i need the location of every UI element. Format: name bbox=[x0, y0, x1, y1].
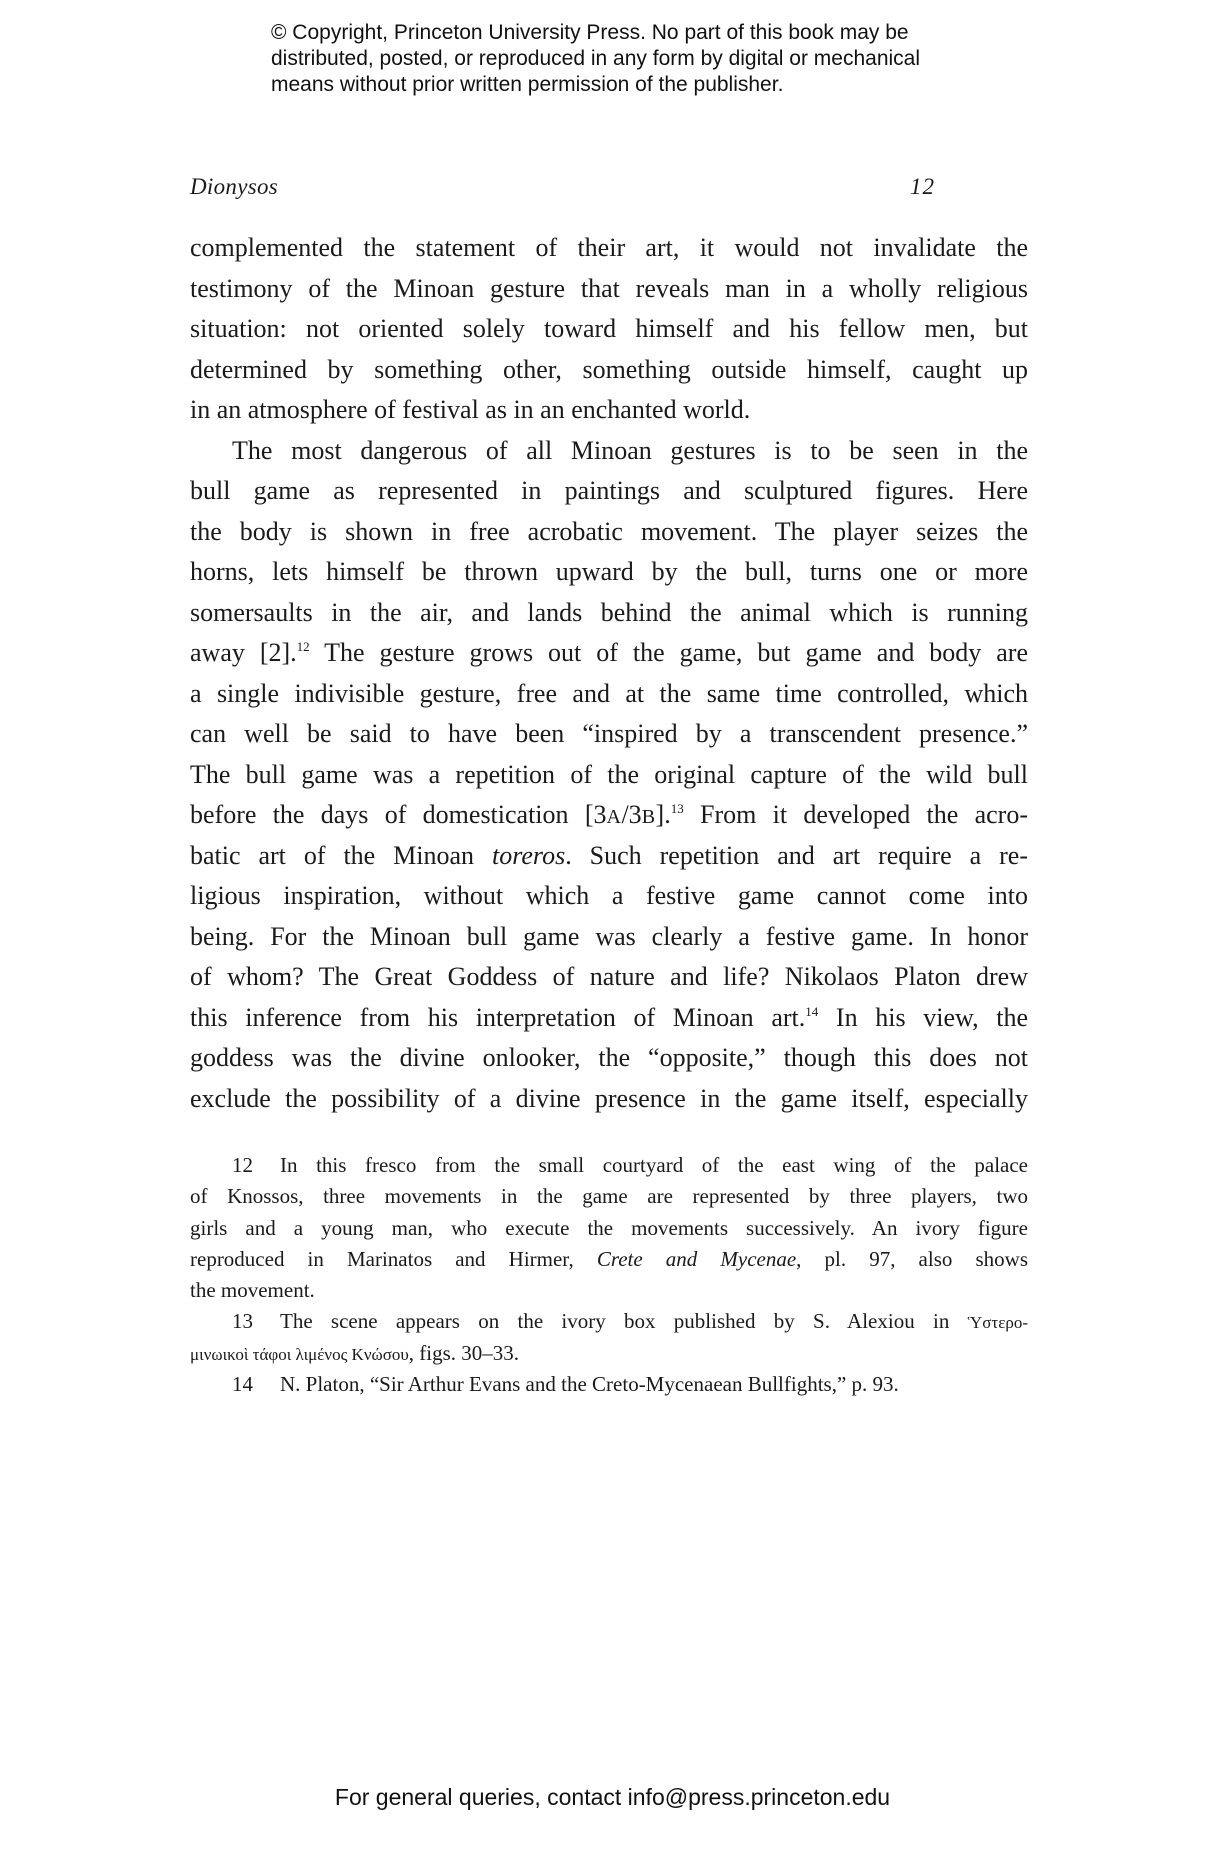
footnote-line bbox=[190, 1150, 1028, 1181]
text-line: bull game as represented in paintings and sculptured figures. Here bbox=[190, 476, 1028, 505]
footnote-line bbox=[190, 1306, 1028, 1337]
text-line: somersaults in the air, and lands behind the animal which is running bbox=[190, 597, 1028, 627]
greek-title: μινωικοὶ τάφοι λιμένος Κνώσου bbox=[190, 1344, 409, 1364]
text-segment: away [2]. bbox=[190, 638, 297, 667]
greek-title: Ὑστερο- bbox=[967, 1313, 1028, 1333]
text-segment: N. Platon, “Sir Arthur Evans and the Creto-Mycenaean Bullfights,” p. 93. bbox=[280, 1372, 899, 1397]
text-segment: this inference from his interpretation of Minoan art. bbox=[190, 1002, 806, 1032]
text-line bbox=[190, 836, 1028, 877]
footnote-number: 12 bbox=[232, 1153, 253, 1177]
text-line: goddess was the divine onlooker, the “opposite,” though this does not bbox=[190, 1043, 1028, 1072]
footer-contact: For general queries, contact info@press.princeton.edu bbox=[334, 1784, 891, 1810]
footnote-ref[interactable]: 12 bbox=[296, 639, 310, 654]
text-line: complemented the statement of their art, it would not invalidate the bbox=[190, 233, 1028, 262]
text-line bbox=[190, 633, 1028, 674]
footnote-line bbox=[190, 1369, 1028, 1400]
text-line: of whom? The Great Goddess of nature and life? Nikolaos Platon drew bbox=[190, 962, 1028, 991]
text-line: The bull game was a repetition of the original capture of the wild bull bbox=[190, 759, 1028, 789]
text-line: testimony of the Minoan gesture that reveals man in a wholly religious bbox=[190, 273, 1028, 303]
italic-title: Crete and Mycenae bbox=[596, 1246, 797, 1271]
text-line: in an atmosphere of festival as in an enchanted world. bbox=[190, 395, 751, 424]
text-line: a single indivisible gesture, free and at the same time controlled, which bbox=[190, 678, 1028, 708]
text-line: the body is shown in free acrobatic movement. The player seizes the bbox=[190, 516, 1028, 546]
footnote-line bbox=[190, 1244, 1028, 1275]
text-segment: reproduced in Marinatos and Hirmer, bbox=[190, 1246, 597, 1271]
footnote-line: of Knossos, three movements in the game are represented by three players, two bbox=[190, 1184, 1028, 1209]
footnotes bbox=[190, 1150, 1028, 1400]
main-text bbox=[190, 228, 1028, 1119]
text-line: determined by something other, something outside himself, caught up bbox=[190, 354, 1028, 384]
text-line: The most dangerous of all Minoan gestures is to be seen in the bbox=[232, 435, 1028, 465]
text-line bbox=[190, 795, 1028, 836]
small-caps: B bbox=[641, 806, 656, 828]
copyright-notice bbox=[271, 20, 991, 98]
footnote-ref[interactable]: 14 bbox=[805, 1003, 819, 1019]
text-segment: before the days of domestication [3 bbox=[190, 800, 607, 829]
text-line: can well be said to have been “inspired by a transcendent presence.” bbox=[190, 719, 1028, 748]
text-line bbox=[190, 998, 1028, 1039]
text-segment: , figs. 30–33. bbox=[408, 1340, 520, 1365]
copyright-line: distributed, posted, or reproduced in any form by digital or mechanical bbox=[271, 47, 921, 70]
text-segment: In his view, the bbox=[818, 1002, 1028, 1032]
text-line: situation: not oriented solely toward himself and his fellow men, but bbox=[190, 314, 1028, 343]
text-segment: batic art of the Minoan bbox=[190, 840, 493, 870]
text-segment: /3 bbox=[621, 800, 642, 829]
footnote-number: 14 bbox=[232, 1372, 253, 1397]
text-segment: The scene appears on the ivory box published by S. Alexiou in bbox=[280, 1309, 968, 1334]
text-segment: From it developed the acro- bbox=[683, 800, 1028, 829]
text-line: ligious inspiration, without which a festive game cannot come into bbox=[190, 881, 1028, 910]
page-number: 12 bbox=[910, 174, 935, 199]
text-segment: . Such repetition and art require a re- bbox=[565, 840, 1028, 870]
running-title: Dionysos bbox=[190, 174, 279, 199]
text-segment: , pl. 97, also shows bbox=[796, 1246, 1028, 1271]
text-segment: ]. bbox=[655, 800, 671, 829]
small-caps: A bbox=[606, 806, 622, 828]
footnote-ref[interactable]: 13 bbox=[670, 801, 684, 816]
text-segment: In this fresco from the small courtyard of the east wing of the palace bbox=[280, 1153, 1028, 1177]
footnote-line bbox=[190, 1338, 1028, 1369]
text-line: horns, lets himself be thrown upward by the bull, turns one or more bbox=[190, 557, 1028, 586]
running-head bbox=[190, 174, 935, 208]
text-line: exclude the possibility of a divine presence in the game itself, especially bbox=[190, 1083, 1028, 1113]
copyright-line: © Copyright, Princeton University Press. No part of this book may be bbox=[271, 21, 909, 44]
text-segment: The gesture grows out of the game, but game and body are bbox=[309, 638, 1028, 667]
copyright-line: means without prior written permission of the publisher. bbox=[271, 73, 784, 96]
footnote-line: girls and a young man, who execute the movements successively. An ivory figure bbox=[190, 1215, 1028, 1240]
footnote-line: the movement. bbox=[190, 1278, 315, 1303]
italic-term: toreros bbox=[492, 840, 566, 870]
text-line: being. For the Minoan bull game was clearly a festive game. In honor bbox=[190, 921, 1028, 951]
footnote-number: 13 bbox=[232, 1309, 253, 1334]
